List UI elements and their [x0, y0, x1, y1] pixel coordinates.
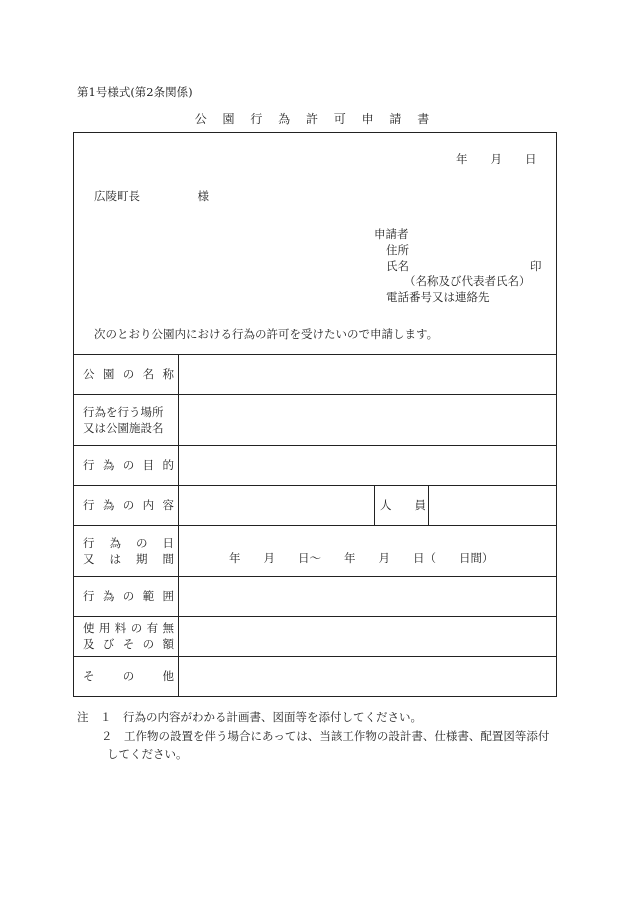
- application-form-frame: [73, 132, 557, 697]
- application-statement: 次のとおり公園内における行為の許可を受けたいので申請します。: [94, 327, 439, 341]
- note-1: 注 １ 行為の内容がわかる計画書、図面等を添付してください。: [77, 710, 422, 724]
- date-field[interactable]: 年 月 日: [456, 152, 537, 166]
- place-input[interactable]: [180, 396, 554, 443]
- recipient: 広陵町長 様: [94, 189, 209, 203]
- persons-divider: [428, 485, 429, 525]
- scope-label: 行 為 の 範 囲: [83, 589, 174, 603]
- purpose-input[interactable]: [180, 447, 554, 483]
- note-2: ２ 工作物の設置を伴う場合にあっては、当該工作物の設計書、仕様書、配置図等添付: [101, 729, 550, 743]
- applicant-phone-field[interactable]: 電話番号又は連絡先: [386, 290, 490, 304]
- note-2-continued: してください。: [107, 747, 188, 761]
- fee-input[interactable]: [180, 618, 554, 654]
- applicant-name-field[interactable]: 氏名: [386, 259, 409, 273]
- date-period-label: 行 為 の 日 又 は 期 間: [83, 535, 174, 566]
- content-input[interactable]: [180, 487, 372, 523]
- persons-input[interactable]: [430, 487, 554, 523]
- other-input[interactable]: [180, 658, 554, 694]
- other-label: そ の 他: [83, 669, 174, 683]
- label-column-divider: [178, 354, 179, 697]
- form-title: 公 園 行 為 許 可 申 請 書: [194, 112, 436, 126]
- form-code: 第1号様式(第2条関係): [77, 85, 193, 99]
- name-note: （名称及び代表者氏名）: [404, 274, 531, 288]
- park-name-label: 公 園 の 名 称: [83, 367, 174, 381]
- persons-label: 人 員: [380, 498, 426, 512]
- period-field[interactable]: 年 月 日～ 年 月 日（ 日間）: [229, 551, 494, 565]
- applicant-heading: 申請者: [374, 227, 409, 241]
- persons-divider: [374, 485, 375, 525]
- fee-label: 使 用 料 の 有 無 及 び そ の 額: [83, 621, 174, 651]
- seal-mark: 印: [530, 259, 542, 273]
- park-name-input[interactable]: [180, 356, 554, 392]
- content-label: 行 為 の 内 容: [83, 498, 174, 512]
- purpose-label: 行 為 の 目 的: [83, 458, 174, 472]
- place-label: 行為を行う場所 又は公園施設名: [83, 404, 164, 435]
- applicant-address-field[interactable]: 住所: [386, 243, 409, 257]
- scope-input[interactable]: [180, 578, 554, 614]
